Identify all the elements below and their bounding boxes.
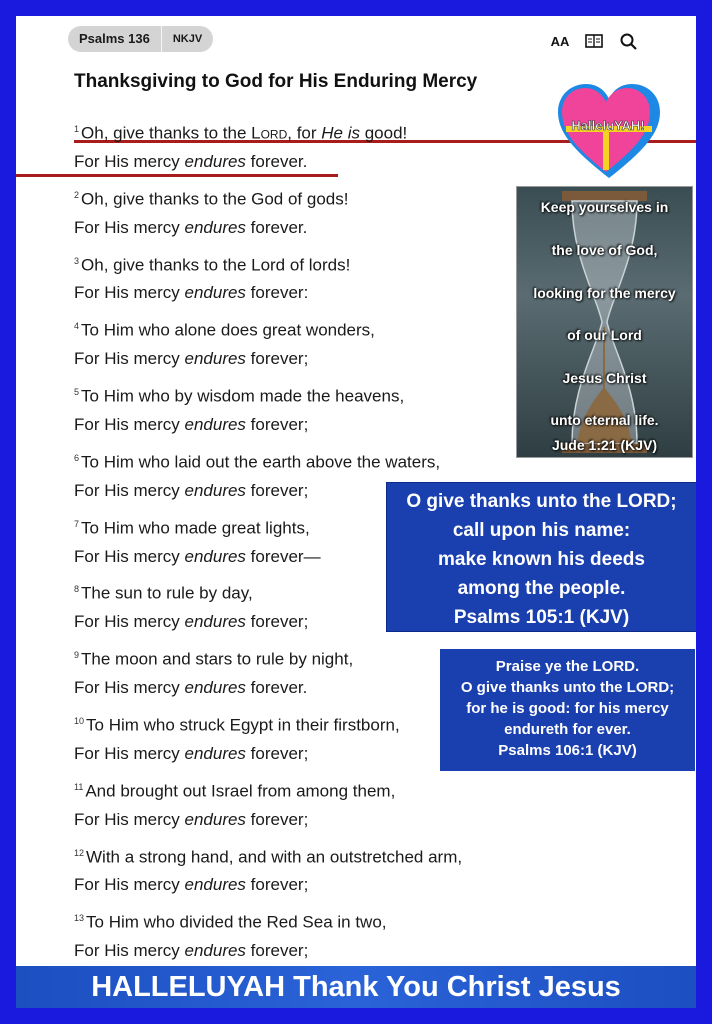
verse-number: 10 xyxy=(74,716,85,727)
font-size-label: AA xyxy=(550,33,570,49)
verse-text: forever; xyxy=(245,809,309,829)
bottom-banner: HALLELUYAH Thank You Christ Jesus xyxy=(16,966,696,1008)
quote-line: make known his deeds xyxy=(438,549,645,570)
verse-number: 5 xyxy=(74,387,80,398)
verse-text: forever; xyxy=(245,480,309,500)
verse-text: For His mercy xyxy=(74,283,185,303)
quote-line: among the people. xyxy=(457,578,626,599)
verse-text: endures xyxy=(184,941,246,961)
quote-box-psalms-105 xyxy=(386,482,696,632)
hourglass-image xyxy=(516,186,693,458)
verse-text: And brought out Israel from among them, xyxy=(85,781,396,801)
verse-number: 11 xyxy=(74,781,84,792)
hourglass-caption: of our Lord xyxy=(567,327,642,343)
verse-12[interactable] xyxy=(74,837,674,870)
quote-line: O give thanks unto the LORD; xyxy=(406,491,677,512)
verse-text: For His mercy xyxy=(74,809,185,829)
version-label[interactable]: NKJV xyxy=(172,33,203,45)
verse-number: 13 xyxy=(74,913,85,924)
book-icon[interactable] xyxy=(584,32,604,50)
verse-text: endures xyxy=(184,809,246,829)
verse-text: To Him who made great lights, xyxy=(81,518,310,538)
refrain-line[interactable] xyxy=(74,869,674,902)
verse-text: endures xyxy=(184,151,246,171)
hourglass-caption: Keep yourselves in xyxy=(540,199,669,215)
quote-line: O give thanks unto the LORD; xyxy=(460,679,675,696)
verse-text: For His mercy xyxy=(74,678,185,698)
verse-text: endures xyxy=(184,415,246,435)
hourglass-caption: the love of God, xyxy=(551,242,658,258)
verse-text: For His mercy xyxy=(74,743,185,763)
quote-line: for he is good: for his mercy xyxy=(466,700,669,717)
quote-line: call upon his name: xyxy=(452,520,631,541)
verse-text: forever; xyxy=(245,415,309,435)
verse-text: forever; xyxy=(245,349,309,369)
verse-number: 3 xyxy=(74,255,80,266)
verse-text: With a strong hand, and with an outstretched arm, xyxy=(86,847,463,867)
verse-text: forever. xyxy=(245,678,308,698)
verse-text: For His mercy xyxy=(74,349,185,369)
verse-text: forever; xyxy=(245,875,309,895)
verse-text: good! xyxy=(360,123,408,143)
verse-number: 12 xyxy=(74,847,85,858)
quote-line: endureth for ever. xyxy=(504,721,631,738)
verse-text: forever: xyxy=(245,283,309,303)
verse-text: For His mercy xyxy=(74,151,185,171)
verse-text: forever. xyxy=(245,217,308,237)
hourglass-caption: looking for the mercy xyxy=(533,285,676,301)
verse-text: For His mercy xyxy=(74,941,185,961)
toolbar xyxy=(550,32,638,50)
quote-reference: Psalms 106:1 (KJV) xyxy=(498,742,637,759)
verse-text: For His mercy xyxy=(74,415,185,435)
section-title: Thanksgiving to God for His Enduring Mercy xyxy=(74,71,478,92)
verse-text: To Him who laid out the earth above the waters, xyxy=(81,452,441,472)
verse-text: For His mercy xyxy=(74,546,185,566)
verse-text: forever; xyxy=(245,743,309,763)
verse-text: For His mercy xyxy=(74,875,185,895)
verse-text: Oh, give thanks to the God of gods! xyxy=(81,189,349,209)
text-size-icon[interactable] xyxy=(550,32,570,50)
verse-number: 8 xyxy=(74,584,80,595)
refrain-line[interactable] xyxy=(74,935,674,968)
verse-text: To Him who by wisdom made the heavens, xyxy=(81,386,405,406)
verse-text: For His mercy xyxy=(74,217,185,237)
verse-text: endures xyxy=(184,612,246,632)
verse-text: forever; xyxy=(245,941,309,961)
verse-text: endures xyxy=(184,678,246,698)
verse-text: The sun to rule by day, xyxy=(81,584,253,604)
hourglass-caption: Jesus Christ xyxy=(562,370,647,386)
verse-13[interactable] xyxy=(74,902,674,935)
verse-text: Lord xyxy=(251,123,288,143)
verse-text: endures xyxy=(184,480,246,500)
verse-text: endures xyxy=(184,743,246,763)
verse-number: 2 xyxy=(74,189,80,200)
verse-number: 4 xyxy=(74,321,80,332)
verse-text: forever; xyxy=(245,612,309,632)
verse-text: Oh, give thanks to the xyxy=(81,123,252,143)
quote-line: Praise ye the LORD. xyxy=(495,658,640,675)
heart-caption: HalleluYAH! xyxy=(571,118,645,133)
verse-text: For His mercy xyxy=(74,612,185,632)
hourglass-reference: Jude 1:21 (KJV) xyxy=(551,437,658,453)
verse-text: endures xyxy=(184,546,246,566)
verse-text: To Him who struck Egypt in their firstborn, xyxy=(86,715,400,735)
verse-text: He is xyxy=(321,123,360,143)
verse-number: 7 xyxy=(74,518,80,529)
verse-number: 1 xyxy=(74,124,80,134)
verse-text: forever— xyxy=(245,546,321,566)
verse-11[interactable] xyxy=(74,771,674,804)
book-chapter-label[interactable]: Psalms 136 xyxy=(79,31,150,46)
quote-box-psalms-106 xyxy=(440,649,695,771)
verse-text: To Him who divided the Red Sea in two, xyxy=(86,913,387,933)
verse-text: The moon and stars to rule by night, xyxy=(81,649,354,669)
verse-text: To Him who alone does great wonders, xyxy=(81,321,375,340)
verse-number: 6 xyxy=(74,452,80,463)
verse-text: forever. xyxy=(245,151,308,171)
search-icon[interactable] xyxy=(618,32,638,50)
verse-text: Oh, give thanks to the Lord of lords! xyxy=(81,255,351,275)
verse-text: endures xyxy=(184,217,246,237)
verse-text: endures xyxy=(184,875,246,895)
hourglass-caption: unto eternal life. xyxy=(550,412,659,428)
verse-text: , for xyxy=(287,123,322,143)
verse-text: For His mercy xyxy=(74,480,185,500)
refrain-line[interactable] xyxy=(74,804,674,837)
heart-sticker xyxy=(556,82,662,182)
quote-reference: Psalms 105:1 (KJV) xyxy=(453,607,630,628)
verse-number: 9 xyxy=(74,650,80,661)
reader-page xyxy=(16,16,696,1008)
chapter-selector[interactable] xyxy=(68,26,213,52)
verse-text: endures xyxy=(184,349,246,369)
verse-text: endures xyxy=(184,283,246,303)
